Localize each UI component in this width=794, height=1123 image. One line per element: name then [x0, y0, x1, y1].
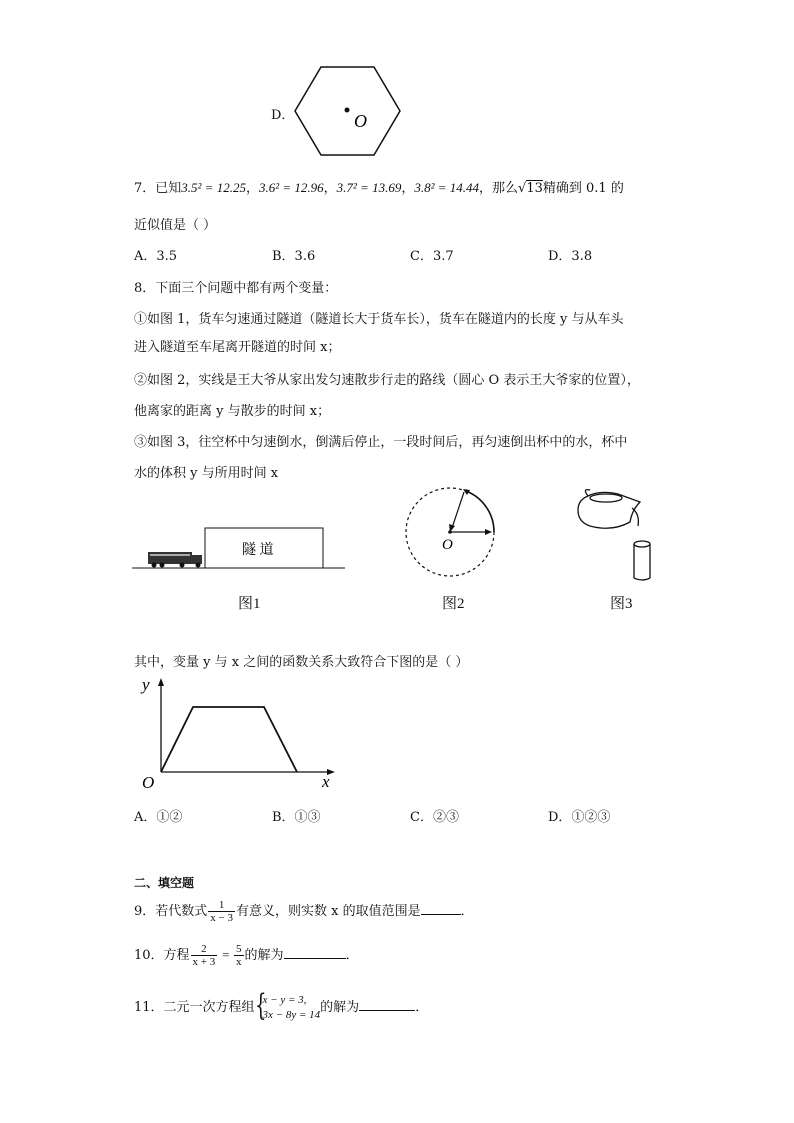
trapezoid-curve	[161, 707, 297, 772]
pitcher-icon	[578, 490, 640, 529]
q8-item3-line1: ③如图 3，往空杯中匀速倒水，倒满后停止，一段时间后，再匀速倒出杯中的水，杯中	[134, 435, 628, 450]
center-label: O	[354, 111, 367, 131]
center-dot	[448, 530, 452, 534]
q10-lhs-den: x + 3	[192, 956, 216, 968]
q8-item1-line1: ①如图 1，货车匀速通过隧道（隧道长大于货车长），货车在隧道内的长度 y 与从车头	[134, 312, 624, 327]
q7-option-a[interactable]: A．3.5	[134, 249, 178, 264]
sqrt-radicand: 13	[526, 181, 543, 196]
fig2-center-label: O	[442, 537, 453, 553]
q11-suffix: 的解为	[320, 1000, 360, 1015]
figure-1-tunnel	[130, 520, 350, 580]
q10-rhs-num: 5	[236, 943, 242, 955]
q9-line	[134, 898, 474, 926]
q7-option-d[interactable]: D．3.8	[548, 249, 593, 264]
center-point	[345, 108, 350, 113]
q7-eq3: 3.7² = 13.69	[336, 180, 402, 195]
q10-lhs-fraction	[191, 943, 218, 968]
q9-frac-den: x − 3	[210, 912, 233, 924]
figure-3-label: 图3	[610, 596, 633, 612]
q8-question: 其中，变量 y 与 x 之间的函数关系大致符合下图的是（ ）	[134, 655, 469, 670]
q10-answer-blank[interactable]	[284, 948, 346, 959]
q8-item1-line2: 进入隧道至车尾离开隧道的时间 x；	[134, 340, 341, 355]
sqrt-symbol: √	[518, 181, 527, 196]
q8-option-a[interactable]: A．①②	[134, 810, 183, 825]
q8-item3-line2: 水的体积 y 与所用时间 x	[134, 466, 279, 481]
q7-line2: 近似值是（ ）	[134, 218, 217, 233]
q7-eq4: 3.8² = 14.44	[414, 180, 480, 195]
q10-line	[134, 941, 359, 970]
q7-eq2: 3.6² = 12.96	[258, 180, 324, 195]
q9-frac-num: 1	[208, 899, 235, 912]
function-graph	[134, 672, 344, 792]
q10-prefix: 10．方程	[134, 948, 190, 963]
q9-fraction	[208, 899, 235, 924]
q8-option-d[interactable]: D．①②③	[548, 810, 611, 825]
section-2-title: 二、填空题	[134, 876, 195, 890]
q8-option-b[interactable]: B．①③	[272, 810, 321, 825]
arc-path	[466, 491, 494, 532]
graph-y-label: y	[142, 675, 150, 694]
q10-suffix: 的解为	[244, 948, 284, 963]
q7-sep: ，	[401, 181, 415, 196]
y-axis-arrow	[158, 678, 164, 686]
q7-suffix: 精确到 0.1 的	[542, 181, 624, 196]
q10-rhs-fraction	[234, 943, 244, 968]
q7-option-b[interactable]: B．3.6	[272, 249, 316, 264]
hexagon-figure	[292, 64, 404, 160]
q7-prefix: 7．已知	[134, 181, 182, 196]
q10-end: ．	[345, 948, 359, 963]
arrow-head-right	[485, 529, 492, 535]
q11-line	[134, 988, 428, 1028]
q7-eq1: 3.5² = 12.25	[181, 180, 246, 195]
q10-equals: =	[221, 947, 231, 962]
q11-eq2: 3x − 8y = 14	[262, 1008, 321, 1021]
tunnel-text: 隧 道	[242, 543, 274, 558]
option-d-label: D．	[271, 108, 295, 123]
q11-equation-system	[254, 987, 321, 1023]
graph-x-label: x	[322, 772, 330, 791]
truck-icon	[148, 552, 202, 568]
cup-icon	[634, 541, 650, 580]
radius-back	[452, 492, 464, 528]
q7-middle: ，那么	[479, 181, 519, 196]
q7-option-c[interactable]: C．3.7	[410, 249, 454, 264]
q11-prefix: 11．二元一次方程组	[134, 1000, 255, 1015]
q9-suffix: 有意义，则实数 x 的取值范围是	[236, 904, 421, 919]
q11-eq1: x − y = 3,	[262, 993, 307, 1006]
q10-rhs-den: x	[236, 956, 242, 968]
graph-origin-label: O	[142, 773, 155, 792]
q11-answer-blank[interactable]	[359, 1000, 415, 1011]
figure-2-label: 图2	[442, 596, 465, 612]
q8-intro: 8．下面三个问题中都有两个变量：	[134, 281, 338, 296]
q7-sep: ，	[245, 181, 259, 196]
q8-option-c[interactable]: C．②③	[410, 810, 459, 825]
q8-item2-line2: 他离家的距离 y 与散步的时间 x；	[134, 404, 331, 419]
q7-sep: ，	[323, 181, 337, 196]
q9-prefix: 9．若代数式	[134, 904, 208, 919]
brace-icon: {	[254, 987, 267, 1023]
figure-2-circle	[400, 484, 504, 584]
q9-answer-blank[interactable]	[421, 904, 461, 915]
figure-3-pouring	[570, 488, 670, 584]
q10-lhs-num: 2	[191, 943, 218, 956]
q8-item2-line1: ②如图 2，实线是王大爷从家出发匀速散步行走的路线（圆心 O 表示王大爷家的位置），	[134, 373, 640, 388]
figure-1-label: 图1	[238, 596, 261, 612]
q9-end: ．	[460, 904, 474, 919]
q7-line1	[134, 177, 624, 196]
q11-end: ．	[415, 1000, 429, 1015]
